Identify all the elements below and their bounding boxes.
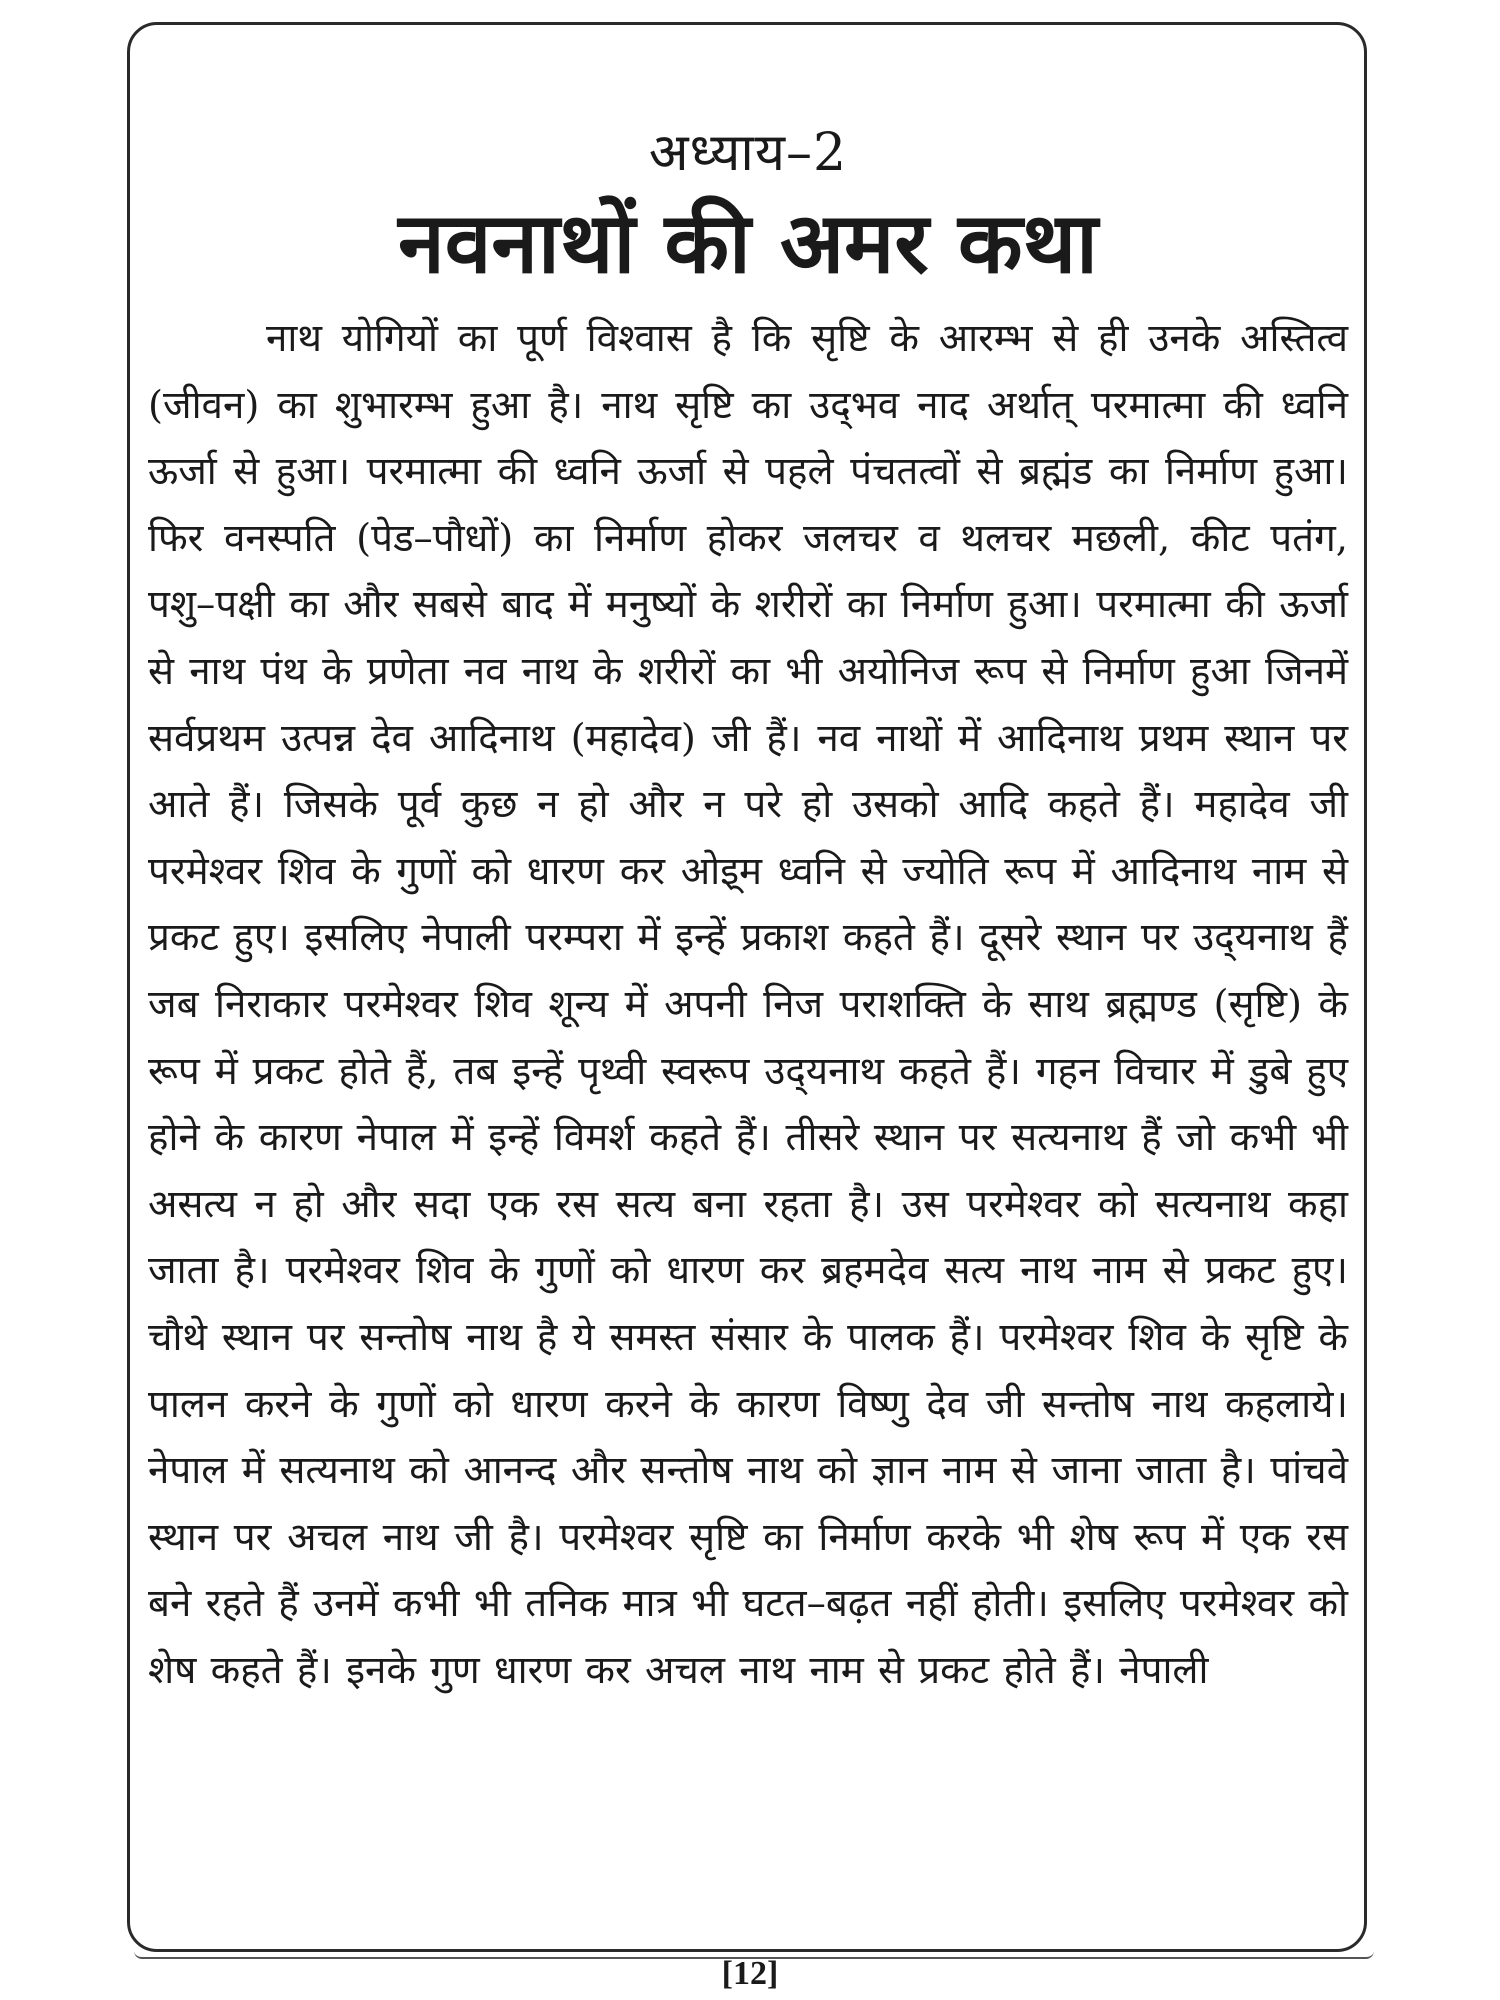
chapter-title: नवनाथों की अमर कथा bbox=[398, 194, 1098, 292]
page-number: [12] bbox=[721, 1955, 779, 1992]
chapter-number: अध्याय–2 bbox=[648, 123, 848, 183]
body-paragraph: नाथ योगियों का पूर्ण विश्वास है कि सृष्टि के आरम्भ से ही उनके अस्तित्व (जीवन) का शुभारम्भ हुआ है। नाथ सृष्टि का उद्‌भव नाद अर्थात् परमात्मा की ध्वनि ऊर्जा से हुआ। परमात्मा की ध्वनि ऊर्जा से पहले पंचतत्वों से ब्रह्मंड का निर्माण हुआ। फिर वनस्पति (पेड–पौधों) का निर्माण होकर जलचर व थलचर मछली, कीट पतंग, पशु–पक्षी का और सबसे बाद में मनुष्यों के शरीरों का निर्माण हुआ। परमात्मा की ऊर्जा से नाथ पंथ के प्रणेता नव नाथ के शरीरों का भी अयोनिज रूप से निर्माण हुआ जिनमें सर्वप्रथम उत्पन्न देव आदिनाथ (महादेव) जी हैं। नव नाथों में आदिनाथ प्रथम स्थान पर आते हैं। जिसके पूर्व कुछ न हो और न परे हो उसको आदि कहते हैं। महादेव जी परमेश्वर शिव के गुणों को धारण कर ओइ्म ध्वनि से ज्योति रूप में आदिनाथ नाम से प्रकट हुए। इसलिए नेपाली परम्परा में इन्हें प्रकाश कहते हैं। दूसरे स्थान पर उद्‌यनाथ हैं जब निराकार परमेश्वर शिव शून्य में अपनी निज पराशक्ति के साथ ब्रह्मण्ड (सृष्टि) के रूप में प्रकट होते हैं, तब इन्हें पृथ्वी स्वरूप उद्‌यनाथ कहते हैं। गहन विचार में डुबे हुए होने के कारण नेपाल में इन्हें विमर्श कहते हैं। तीसरे स्थान पर सत्यनाथ हैं जो कभी भी असत्य न हो और सदा एक रस सत्य बना रहता है। उस परमेश्वर को सत्यनाथ कहा जाता है। परमेश्वर शिव के गुणों को धारण कर ब्रहमदेव सत्य नाथ नाम से प्रकट हुए। चौथे स्थान पर सन्तोष नाथ है ये समस्त संसार के पालक हैं। परमेश्वर शिव के सृष्टि के पालन करने के गुणों को धारण करने के कारण विष्णु देव जी सन्तोष नाथ कहलाये। नेपाल में सत्यनाथ को आनन्द और सन्तोष नाथ को ज्ञान नाम से जाना जाता है। पांचवे स्थान पर अचल नाथ जी है। परमेश्वर सृष्टि का निर्माण करके भी शेष रूप में एक रस बने रहते हैं उनमें कभी भी तनिक मात्र भी घटत–बढ़त नहीं होती। इसलिए परमेश्वर को शेष कहते हैं। इनके गुण धारण कर अचल नाथ नाम से प्रकट होते हैं। नेपाली bbox=[148, 316, 1348, 1693]
page-content bbox=[148, 118, 1348, 1704]
